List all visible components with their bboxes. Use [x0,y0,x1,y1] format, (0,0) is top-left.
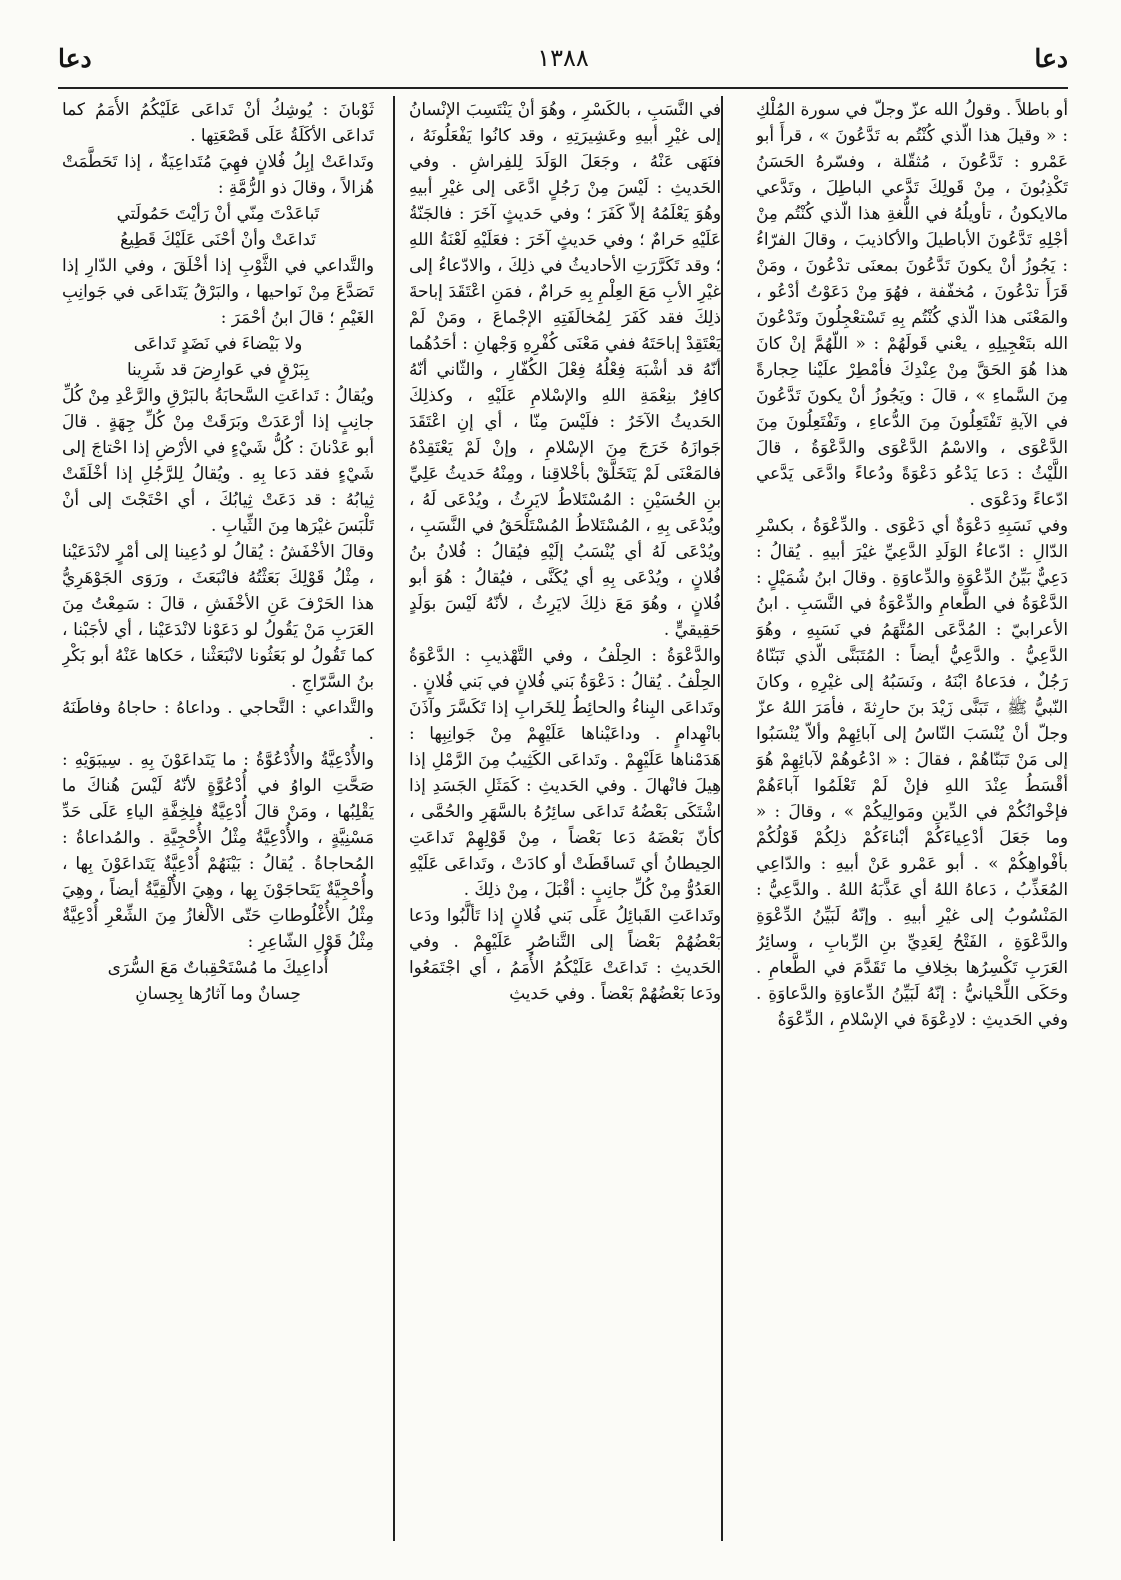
paragraph: أو باطلاً . وقولُ الله عزّ وجلّ في سورة المُلْكِ : « وقيلَ هذا الّذي كُنْتُم به تَدَّعُونَ » ، قرأَ أبو عَمْرو : تَدَّعُونَ ، مُثقّلة ، وفسّرهُ الحَسَنُ تَكْذِبُونَ ، مِنْ قَولِكَ تَدَّعي الباطِلَ ، وتَدَّعي مالايكونُ ، تأويلُهُ في اللُّغةِ هذا الّذي كُنْتُم مِنْ أجْلِهِ تَدَّعُونَ الأباطيلَ والأكاذيبَ ، وقالَ الفرّاءُ : يَجُوزُ أنْ يكونَ تَدَّعُونَ بمعنَى تدْعُونَ ، ومَنْ قَرَأَ تدْعُونَ ، مُخفّفة ، فهُوَ مِنْ دَعَوْتُ أدْعُو ، والمَعْنَى هذا الّذي كُنْتُم بِهِ تَسْتعْجِلُونَ وتَدْعُونَ الله بتَعْجِيلِهِ ، يعْني قَولَهُمْ : « اللّهُمَّ إنْ كانَ هذا هُوَ الحَقَّ مِنْ عِنْدِكَ فأمْطِرْ علَيْنا حِجارةً مِنَ السَّماءِ » ، قالَ : ويَجُوزُ أنْ يكونَ تَدَّعُونَ في الآيةِ تَفْتَعِلُونَ مِنَ الدُّعاءِ ، وتَفْتَعِلُونَ مِنَ الدَّعْوَى ، والاسْمُ الدَّعْوَى والدَّعْوَةُ ، قالَ اللَّيْثُ : دَعا يَدْعُو دَعْوَةً ودُعاءً وادَّعَى يَدَّعي ادّعاءً ودَعْوَى . [756,99,1068,509]
paragraph: والتَّداعي : التَّحاجي . وداعاهُ : حاجاهُ وفاطَنَهُ . [62,697,374,743]
paragraph: والدَّعْوَةُ : الحِلْفُ ، وفي التَّهْذيبِ : الدَّعْوَةُ الحِلْفُ . يُقالُ : دَعْوَةُ بَني فُلانٍ في بَني فُلانٍ . [409,645,721,691]
header-entry-word-right: دعا [1034,44,1068,73]
verse-line: حِسانٌ وما آثارُها بِحِسانِ [135,983,301,1003]
paragraph: في النَّسَبِ ، بالكَسْرِ ، وهُوَ أنْ يَنْتَسِبَ الإنْسانُ إلى غيْرِ أبيهِ وعَشِيرَتِهِ ، وقد كانُوا يَفْعَلُونَهُ ، فنَهَى عَنْهُ ، وجَعَلَ الوَلَدَ لِلفِراشِ . وفي الحَديثِ : لَيْسَ مِنْ رَجُلٍ ادَّعَى إلى غيْرِ أبيهِ وهُوَ يَعْلَمُهُ إلاّ كَفَرَ ؛ وفي حَديثٍ آخَرَ : فالجَنّةُ عَلَيْهِ حَرامٌ ؛ وفي حَديثٍ آخَرَ : فعَلَيْهِ لَعْنَةُ اللهِ ؛ وقد تَكَرَّرَتِ الأحاديثُ في ذلِكَ ، والادّعاءُ إلى غيْرِ الأبِ مَعَ العِلْمِ بِهِ حَرامٌ ، فمَنِ اعْتَقَدَ إباحةَ ذلِكَ فقد كَفَرَ لِمُخالَفَتِهِ الإجْماعَ ، ومَنْ لَمْ يَعْتَقِدْ إباحَتَهُ ففي مَعْنَى كُفْرِهِ وَجْهانِ : أحَدُهُما أنّهُ قد أشْبَهَ فِعْلُهُ فِعْلَ الكُفّارِ ، والثّاني أنّهُ كافِرٌ بنِعْمَةِ اللهِ والإسْلامِ عَلَيْهِ ، وكذلِكَ الحَديثُ الآخَرُ : فلَيْسَ مِنّا ، أي إنِ اعْتَقَدَ جَوازَهُ خَرَجَ مِنَ الإسْلامِ ، وإنْ لَمْ يَعْتَقِدْهُ فالمَعْنَى لَمْ يَتَخَلَّقْ بأخْلاقِنا ، ومِنْهُ حَديثُ عَلِيِّ بنِ الحُسَيْنِ : المُسْتَلاطُ لايَرِثُ ، ويُدْعَى لَهُ ، ويُدْعَى بِهِ ، المُسْتَلاطُ المُسْتَلْحَقُ في النَّسَبِ ، ويُدْعَى لَهُ أي يُنْسَبُ إلَيْهِ فيُقالُ : فُلانُ بنُ فُلانٍ ، ويُدْعَى بِهِ أي يُكَنَّى ، فيُقالُ : هُوَ أبو فُلانٍ ، وهُوَ مَعَ ذلِكَ لايَرِثُ ، لأنّهُ لَيْسَ بوَلَدٍ حَقِيقيٍّ . [409,99,721,639]
paragraph: وتَداعَتِ القَبائِلُ عَلَى بَني فُلانٍ إذا تَألَّبُوا ودَعا بَعْضُهُمْ بَعْضاً إلى التَّناصُرِ عَلَيْهِمْ . وفي الحَديثِ : تَداعَتْ عَلَيْكُمُ الأُمَمُ ، أي اجْتَمَعُوا ودَعا بَعْضُهُمْ بَعْضاً . وفي حَديثِ [409,905,721,1003]
paragraph: والأُدْعِيَّةُ والأُدْعُوَّةُ : ما يَتَداعَوْنَ بِهِ . سِيبَوَيْهِ : صَحَّتِ الواوُ في أُدْعُوَّةٍ لأنّهُ لَيْسَ هُناكَ ما يَقْلِبُها ، ومَنْ قالَ أُدْعِيَّةٌ فلِخِفَّةِ الياءِ عَلَى حَدِّ مَسْنِيَّةٍ ، والأُدْعِيَّةُ مِثْلُ الأُحْجِيَّةِ . والمُداعاةُ : المُحاجاةُ . يُقالُ : بَيْنَهُمْ أُدْعِيَّةٌ يَتَداعَوْنَ بِها ، وأُحْجِيَّةٌ يَتَحاجَوْنَ بِها ، وهِيَ الأُلْقِيَّةُ أيضاً ، وهِيَ مِثْلُ الأُغْلُوطاتِ حَتّى الألْغازُ مِنَ الشِّعْرِ أُدْعِيَّةٌ مِثْلُ قَوْلِ الشّاعِرِ : [62,749,374,951]
paragraph: والتَّداعي في الثَّوْبِ إذا أخْلَقَ ، وفي الدّارِ إذا تَصَدَّعَ مِنْ نَواحيها ، والبَرْقُ يَتَداعَى في جَوانِبِ الغَيْمِ ؛ قالَ ابنُ أحْمَرَ : [62,255,374,327]
page-number: ١٣٨٨ [537,44,589,72]
paragraph: وفي نَسَبِهِ دَعْوَةٌ أي دَعْوَى . والدِّعْوَةُ ، بكسْرِ الدّالِ : ادّعاءُ الوَلَدِ الدَّعِيِّ غيْرَ أبيهِ . يُقالُ : دَعِيٌّ بَيِّنُ الدِّعْوَةِ والدِّعاوَةِ . وقالَ ابنُ شُمَيْلٍ : الدَّعْوَةُ في الطَّعامِ والدِّعْوَةُ في النَّسَبِ . ابنُ الأعرابيّ : المُدَّعَى المُتَّهَمُ في نَسَبِهِ ، وهُوَ الدَّعِيُّ . والدَّعِيُّ أيضاً : المُتَبَنَّى الّذي تَبَنّاهُ رَجُلٌ ، فدَعاهُ ابْنَهُ ، ونَسَبُهُ إلى غيْرِهِ ، وكانَ النّبيُّ ﷺ ، تَبَنَّى زَيْدَ بنَ حارِثةَ ، فأمَرَ اللهُ عزّ وجلّ أنْ يُنْسَبَ النّاسُ إلى آبائِهِمْ وألاّ يُنْسَبُوا إلى مَنْ تَبَنّاهُمْ ، فقالَ : « ادْعُوهُمْ لآبائِهِمْ هُوَ أقْسَطُ عِنْدَ اللهِ فإنْ لَمْ تَعْلَمُوا آباءَهُمْ فإخْوانُكُمْ في الدِّينِ ومَوالِيكُمْ » ، وقالَ : « وما جَعَلَ أدْعِياءَكُمْ أبْناءَكُمْ ذلِكُمْ قَوْلُكُمْ بأفْواهِكُمْ » . أبو عَمْرو عَنْ أبيهِ : والدّاعِي المُعَذِّبُ ، دَعاهُ اللهُ أي عَذَّبَهُ اللهُ . والدَّعِيُّ : المَنْسُوبُ إلى غيْرِ أبيهِ . وإنّهُ لَبَيِّنُ الدِّعْوَةِ والدَّعْوَةِ ، الفَتْحُ لِعَدِيِّ بنِ الرِّبابِ ، وسائِرُ العَرَبِ تَكْسِرُها بخِلافِ ما تَقَدَّمَ في الطَّعامِ . وحَكَى اللِّحْيانيُّ : إنّهُ لَبَيِّنُ الدِّعاوَةِ والدَّعاوَةِ . وفي الحَديثِ : لادِعْوَةَ في الإسْلامِ ، الدِّعْوَةُ [756,515,1068,1029]
verse-line: أُداعِيكَ ما مُسْتَحْقِباتٌ مَعَ السُّرَى [107,957,329,977]
verse-line: بِبَرْقٍ في عَوارِضَ قد شَرِينا [126,359,310,379]
header-entry-word-left: دعا [58,44,92,73]
paragraph: وتَداعَى البِناءُ والحائِطُ لِلخَرابِ إذا تَكَسَّرَ وآذَنَ بانْهِدامٍ . وداعَيْناها عَلَيْهِمْ مِنْ جَوانِبِها : هَدَمْناها عَلَيْهِمْ . وتَداعَى الكَثِيبُ مِنَ الرَّمْلِ إذا هِيلَ فانْهالَ . وفي الحَديثِ : كَمَثَلِ الجَسَدِ إذا اشْتَكَى بَعْضُهُ تَداعَى سائِرُهُ بالسَّهَرِ والحُمَّى ، كأنّ بَعْضَهُ دَعا بَعْضاً ، مِنْ قَوْلِهِمْ تَداعَتِ الحِيطانُ أي تَساقَطَتْ أو كادَتْ ، وتَداعَى عَلَيْهِ العَدُوُّ مِنْ كُلِّ جانِبٍ : أقْبَلَ ، مِنْ ذلِكَ . [409,697,721,899]
page-header [58,44,1068,84]
paragraph: وتَداعَتْ إبِلُ فُلانٍ فهِيَ مُتَداعِيَةٌ ، إذا تَحَطَّمَتْ هُزالاً ، وقالَ ذو الرُّمَّةِ : [62,151,374,197]
paragraph: وقالَ الأخْفَشُ : يُقالُ لو دُعِينا إلى أمْرٍ لانْدَعَيْنا ، مِثْلُ قَوْلِكَ بَعَثْتُهُ فانْبَعَثَ ، ورَوَى الجَوْهَرِيُّ هذا الحَرْفَ عَنِ الأخْفَشِ ، قالَ : سَمِعْتُ مِنَ العَرَبِ مَنْ يَقُولُ لو دَعَوْنا لانْدَعَيْنا ، أي لأجَبْنا ، كما تَقُولُ لو بَعَثُونا لانْبَعَثْنا ، حَكاها عَنْهُ أبو بَكْرِ بنُ السَّرّاجِ . [62,541,374,691]
paragraph: ويُقالُ : تَداعَتِ السَّحابَةُ بالبَرْقِ والرَّعْدِ مِنْ كُلِّ جانِبٍ إذا أرْعَدَتْ وبَرَقَتْ مِنْ كُلِّ جِهَةٍ . قالَ أبو عَدْنانَ : كُلُّ شَيْءٍ في الأرْضِ إذا احْتاجَ إلى شَيْءٍ فقد دَعا بِهِ . ويُقالُ لِلرَّجُلِ إذا أخْلَقَتْ ثِيابُهُ : قد دَعَتْ ثِيابُكَ ، أي احْتَجْتَ إلى أنْ تَلْبَسَ غيْرَها مِنَ الثِّيابِ . [62,385,374,535]
column-middle [409,96,721,1541]
header-rule [58,87,1068,89]
column-right [756,96,1068,1541]
column-left [62,96,374,1541]
paragraph: ثَوْبانَ : يُوشِكُ أنْ تَداعَى عَلَيْكُمُ الأُمَمُ كما تَداعَى الأكَلَةُ عَلَى قَصْعَتِها . [62,99,374,145]
verse-line: ولا بَيْضاءَ في نَضَدٍ تَداعَى [133,333,303,353]
text-columns [58,96,1068,1541]
verse-line: تَداعَتْ وأنْ أحْنَى عَلَيْكَ قَطِيعُ [120,229,316,249]
verse-line: تَباعَدْتَ مِنّي أنْ رَأيْتَ حَمُولَتي [116,203,320,223]
